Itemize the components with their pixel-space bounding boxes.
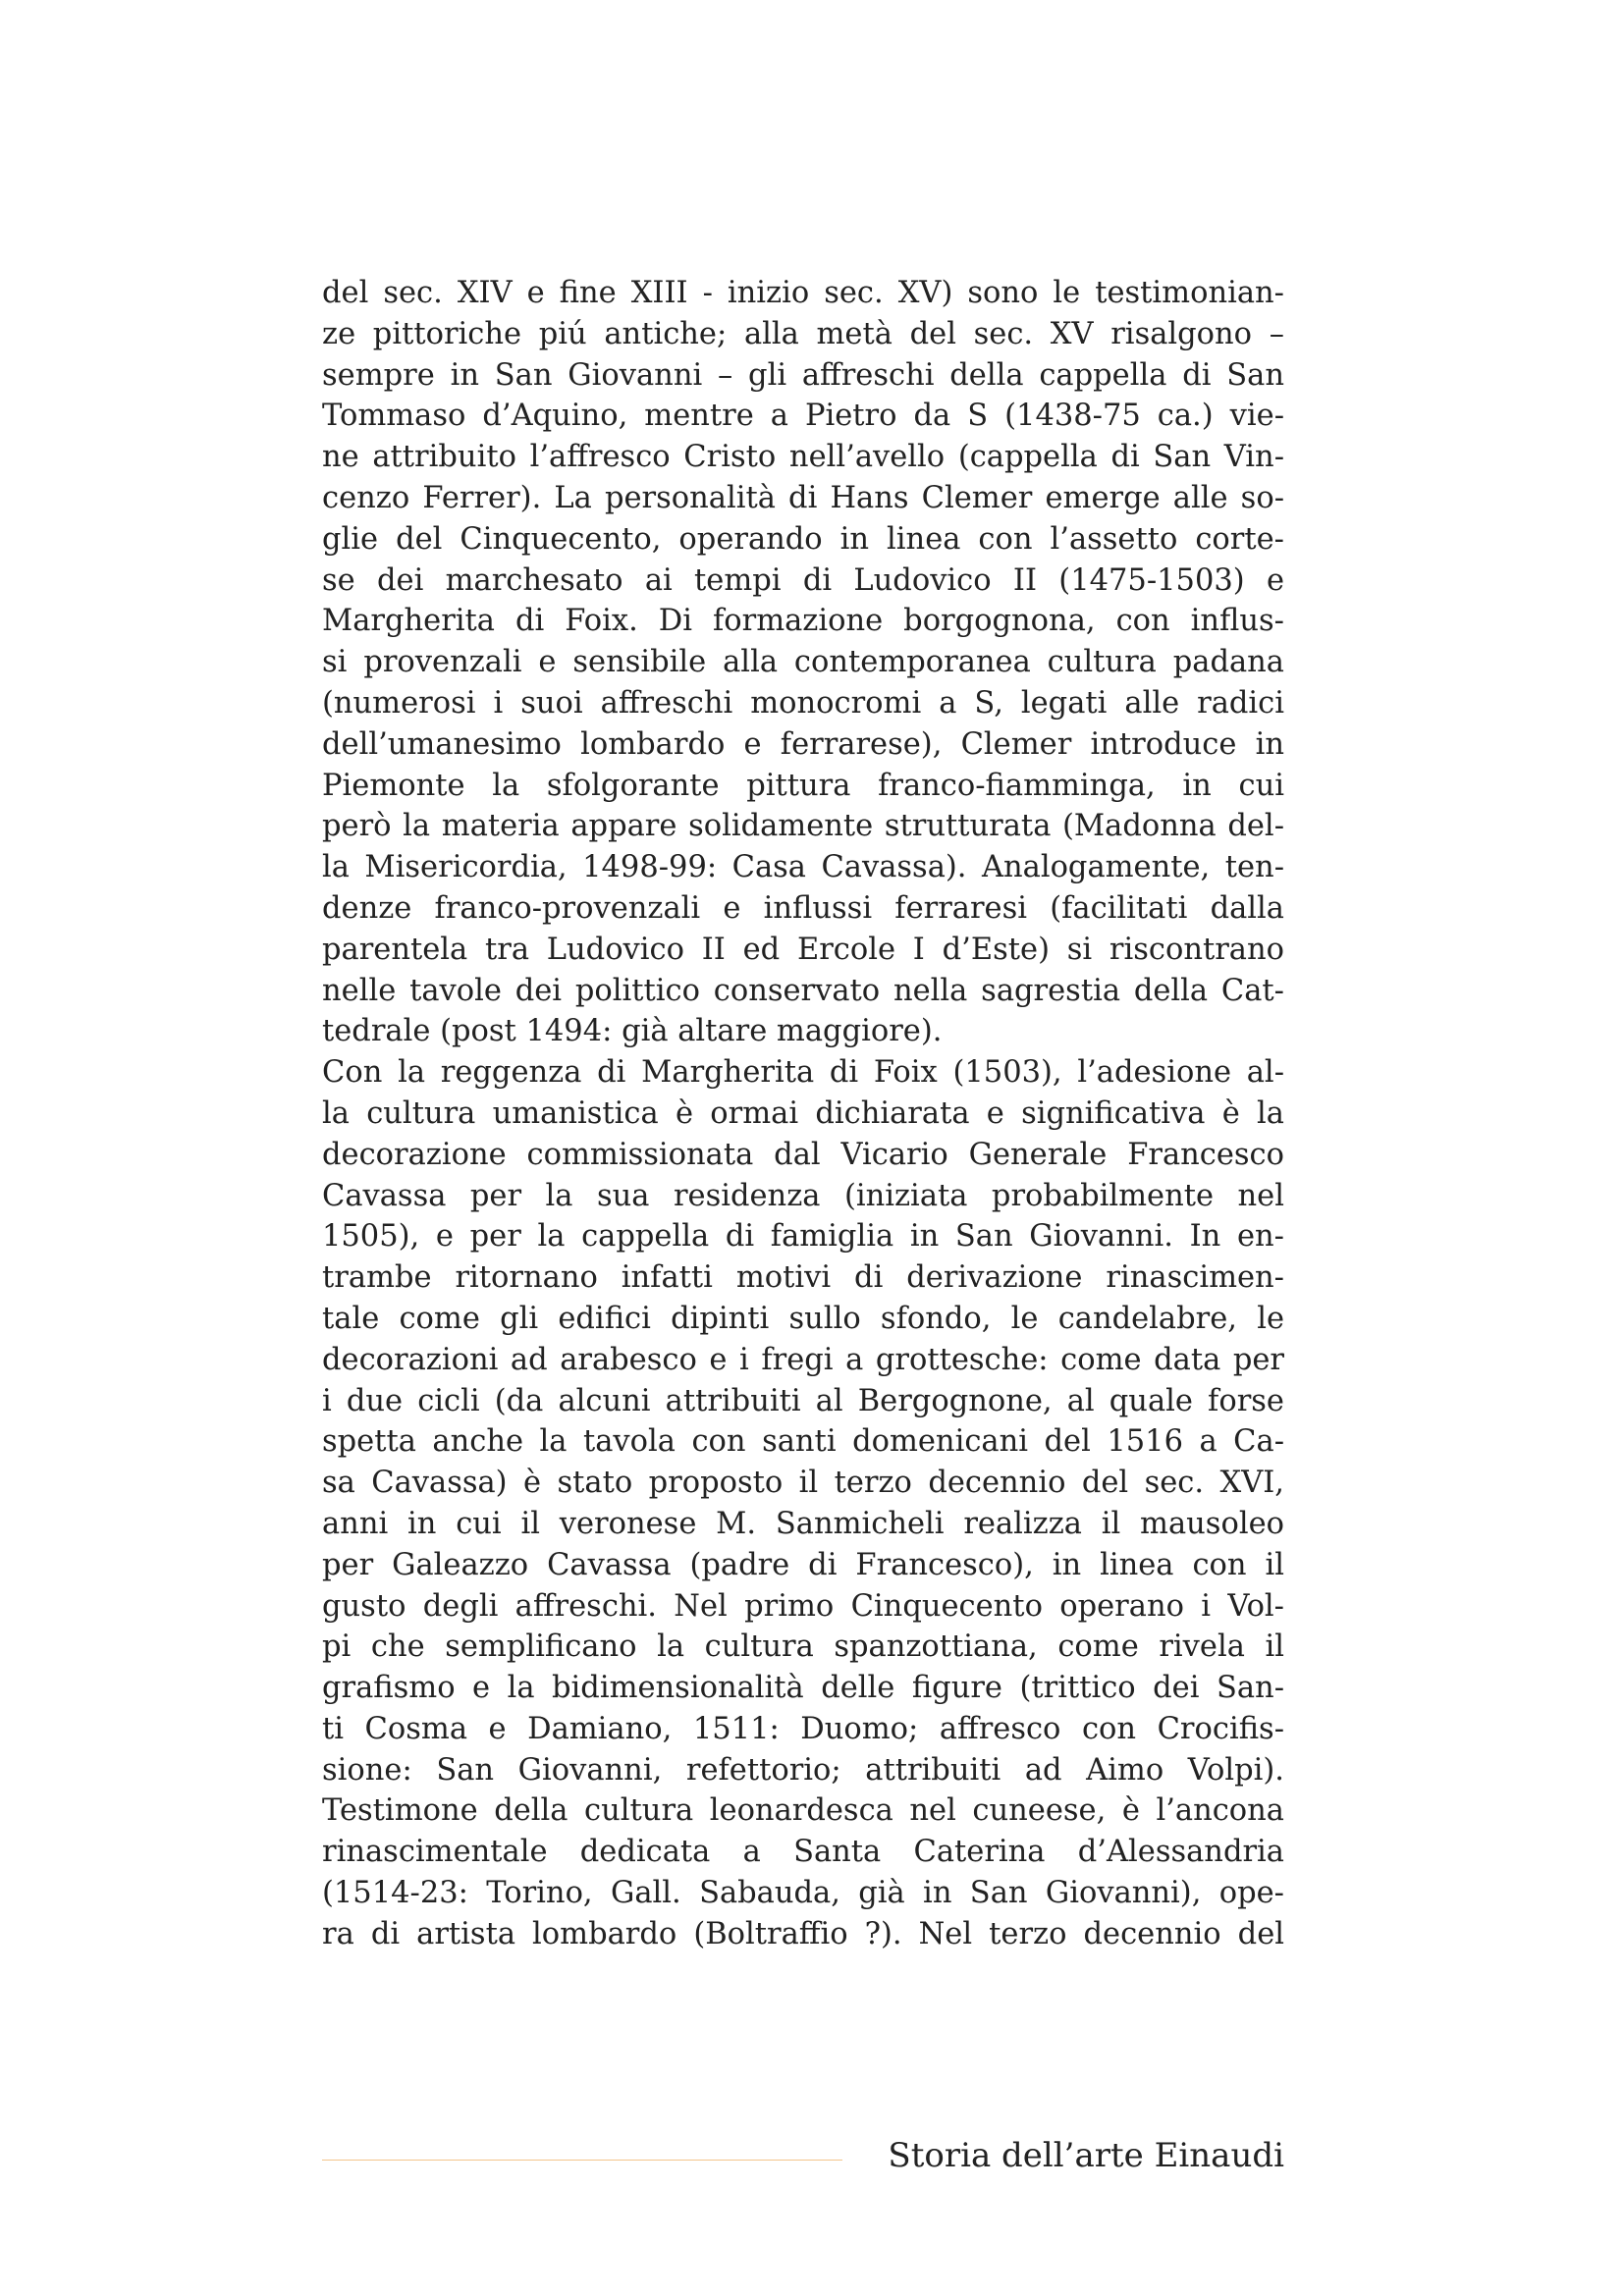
text-line-30: sa Cavassa) è stato proposto il terzo decennio del sec. XVI,	[322, 1466, 1284, 1501]
text-line-15: la Misericordia, 1498-99: Casa Cavassa). Analogamente, ten-	[322, 850, 1284, 885]
text-line-14: però la materia appare solidamente strutturata (Madonna del-	[322, 809, 1284, 844]
text-line-7: glie del Cinquecento, operando in linea con l’assetto corte-	[322, 521, 1284, 557]
text-line-9: Margherita di Foix. Di formazione borgognona, con influs-	[322, 604, 1284, 639]
text-line-37: sione: San Giovanni, refettorio; attribuiti ad Aimo Volpi).	[322, 1752, 1284, 1788]
text-line-33: gusto degli affreschi. Nel primo Cinquecento operano i Vol-	[322, 1588, 1284, 1624]
text-line-18: nelle tavole dei polittico conservato nella sagrestia della Cat-	[322, 973, 1284, 1008]
text-line-19: tedrale (post 1494: già altare maggiore).	[322, 1014, 943, 1049]
text-line-21: la cultura umanistica è ormai dichiarata e significativa è la	[322, 1095, 1284, 1131]
text-line-4: Tommaso d’Aquino, mentre a Pietro da S (1438-75 ca.) vie-	[322, 399, 1284, 434]
text-line-36: ti Cosma e Damiano, 1511: Duomo; affresco con Crocifis-	[322, 1711, 1284, 1746]
text-line-11: (numerosi i suoi affreschi monocromi a S, legati alle radici	[322, 685, 1284, 721]
text-line-29: spetta anche la tavola con santi domenicani del 1516 a Ca-	[322, 1424, 1284, 1460]
text-line-22: decorazione commissionata dal Vicario Generale Francesco	[322, 1137, 1284, 1172]
text-line-40: (1514-23: Torino, Gall. Sabauda, già in San Giovanni), ope-	[322, 1876, 1284, 1911]
text-line-1: del sec. XIV e fine XIII - inizio sec. XV) sono le testimonian-	[322, 276, 1284, 310]
text-line-24: 1505), e per la cappella di famiglia in San Giovanni. In en-	[322, 1219, 1284, 1255]
text-line-28: i due cicli (da alcuni attribuiti al Bergognone, al quale forse	[322, 1383, 1284, 1418]
text-line-6: cenzo Ferrer). La personalità di Hans Clemer emerge alle so-	[322, 480, 1284, 515]
text-line-39: rinascimentale dedicata a Santa Caterina d’Alessandria	[322, 1835, 1284, 1870]
footer-rule	[322, 2160, 842, 2161]
text-line-38: Testimone della cultura leonardesca nel cuneese, è l’ancona	[322, 1793, 1284, 1829]
text-line-8: se dei marchesato ai tempi di Ludovico II (1475-1503) e	[322, 562, 1284, 598]
text-line-16: denze franco-provenzali e influssi ferraresi (facilitati dalla	[322, 890, 1284, 926]
body-text	[322, 273, 1284, 1955]
text-line-10: si provenzali e sensibile alla contemporanea cultura padana	[322, 645, 1284, 680]
text-line-3: sempre in San Giovanni – gli affreschi della cappella di San	[322, 357, 1284, 393]
text-line-34: pi che semplificano la cultura spanzottiana, come rivela il	[322, 1629, 1284, 1665]
text-line-27: decorazioni ad arabesco e i fregi a grottesche: come data per	[322, 1342, 1284, 1377]
text-line-41: ra di artista lombardo (Boltraffio ?). Nel terzo decennio del	[322, 1916, 1284, 1951]
text-line-32: per Galeazzo Cavassa (padre di Francesco), in linea con il	[322, 1547, 1284, 1582]
footer-title: Storia dell’arte Einaudi	[888, 2136, 1284, 2175]
text-line-20: Con la reggenza di Margherita di Foix (1503), l’adesione al-	[322, 1055, 1284, 1091]
text-line-5: ne attribuito l’affresco Cristo nell’avello (cappella di San Vin-	[322, 440, 1284, 475]
text-line-35: grafismo e la bidimensionalità delle figure (trittico dei San-	[322, 1671, 1284, 1706]
text-line-31: anni in cui il veronese M. Sanmicheli realizza il mausoleo	[322, 1506, 1284, 1541]
text-line-12: dell’umanesimo lombardo e ferrarese), Clemer introduce in	[322, 726, 1284, 762]
text-line-2: ze pittoriche piú antiche; alla metà del sec. XV risalgono –	[322, 316, 1284, 351]
text-line-23: Cavassa per la sua residenza (iniziata probabilmente nel	[322, 1178, 1284, 1213]
text-line-17: parentela tra Ludovico II ed Ercole I d’Este) si riscontrano	[322, 932, 1284, 967]
text-line-26: tale come gli edifici dipinti sullo sfondo, le candelabre, le	[322, 1301, 1284, 1336]
text-line-25: trambe ritornano infatti motivi di derivazione rinascimen-	[322, 1260, 1284, 1296]
text-line-13: Piemonte la sfolgorante pittura franco-fiamminga, in cui	[322, 768, 1284, 803]
